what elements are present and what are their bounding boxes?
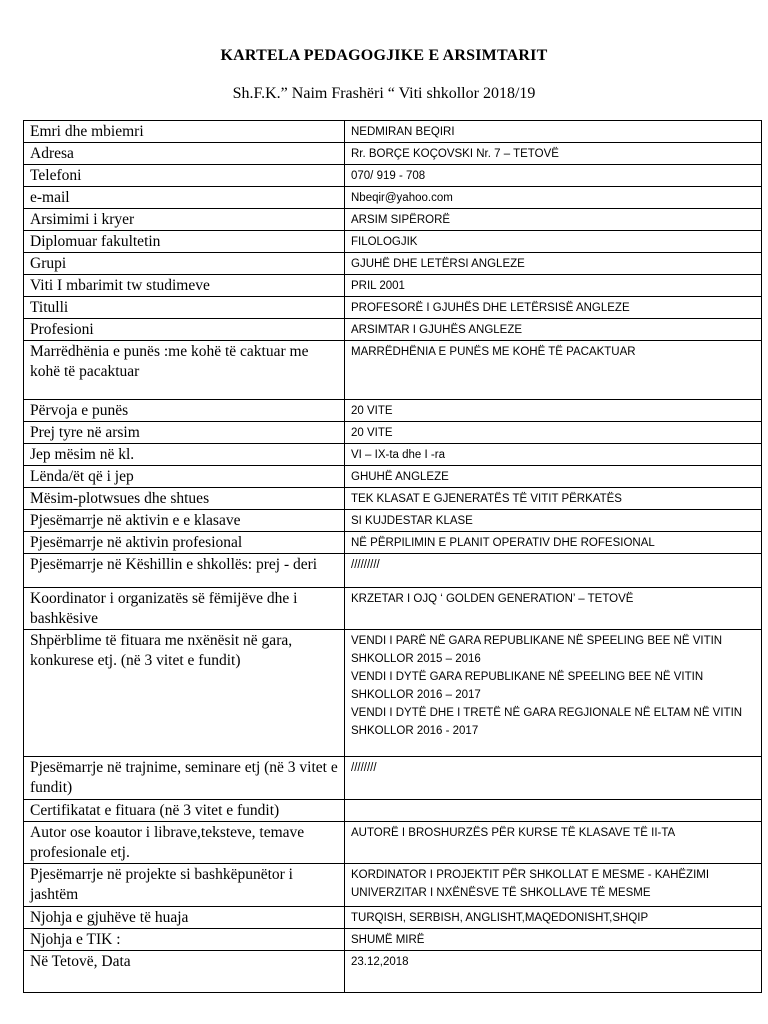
field-label: Në Tetovë, Data xyxy=(24,951,345,993)
field-value: AUTORË I BROSHURZËS PËR KURSE TË KLASAVE TË II-TA xyxy=(345,822,762,864)
field-value: ///////// xyxy=(345,554,762,588)
field-value: 070/ 919 - 708 xyxy=(345,165,762,187)
field-value: VI – IX-ta dhe I -ra xyxy=(345,444,762,466)
field-label: Mësim-plotwsues dhe shtues xyxy=(24,488,345,510)
table-row xyxy=(24,630,762,757)
field-value: KRZETAR I OJQ ‘ GOLDEN GENERATION’ – TETOVË xyxy=(345,588,762,630)
table-row xyxy=(24,510,762,532)
field-label: Pjesëmarrje në trajnime, seminare etj (në 3 vitet e fundit) xyxy=(24,757,345,800)
field-label: Prej tyre në arsim xyxy=(24,422,345,444)
field-value: NË PËRPILIMIN E PLANIT OPERATIV DHE ROFESIONAL xyxy=(345,532,762,554)
field-value: SI KUJDESTAR KLASE xyxy=(345,510,762,532)
field-value xyxy=(345,800,762,822)
table-row xyxy=(24,422,762,444)
field-label: Koordinator i organizatës së fëmijëve dhe i bashkësive xyxy=(24,588,345,630)
table-row xyxy=(24,165,762,187)
table-row xyxy=(24,209,762,231)
field-label: Jep mësim në kl. xyxy=(24,444,345,466)
table-row xyxy=(24,554,762,588)
table-row xyxy=(24,444,762,466)
field-value: ARSIMTAR I GJUHËS ANGLEZE xyxy=(345,319,762,341)
table-row xyxy=(24,231,762,253)
field-label: Titulli xyxy=(24,297,345,319)
field-label: Profesioni xyxy=(24,319,345,341)
field-label: Pjesëmarrje në Këshillin e shkollës: prej - deri xyxy=(24,554,345,588)
table-row xyxy=(24,400,762,422)
field-value: TEK KLASAT E GJENERATËS TË VITIT PËRKATËS xyxy=(345,488,762,510)
field-label: Autor ose koautor i librave,teksteve, temave profesionale etj. xyxy=(24,822,345,864)
field-label: Arsimimi i kryer xyxy=(24,209,345,231)
field-label: Diplomuar fakultetin xyxy=(24,231,345,253)
table-row xyxy=(24,275,762,297)
table-row xyxy=(24,488,762,510)
field-label: Njohja e TIK : xyxy=(24,929,345,951)
field-value-line: UNIVERZITAR I NXËNËSVE TË SHKOLLAVE TË MESME xyxy=(351,887,651,899)
document-subtitle: Sh.F.K.” Naim Frashëri “ Viti shkollor 2018/19 xyxy=(232,85,536,102)
field-value: //////// xyxy=(345,757,762,800)
field-value xyxy=(345,630,762,757)
table-row xyxy=(24,143,762,165)
field-value: PRIL 2001 xyxy=(345,275,762,297)
field-value-line: SHKOLLOR 2015 – 2016 xyxy=(351,653,481,665)
table-row xyxy=(24,532,762,554)
field-value: SHUMË MIRË xyxy=(345,929,762,951)
field-label: e-mail xyxy=(24,187,345,209)
field-value xyxy=(345,864,762,907)
field-value: Rr. BORÇE KOÇOVSKI Nr. 7 – TETOVË xyxy=(345,143,762,165)
table-row xyxy=(24,319,762,341)
field-value: GHUHË ANGLEZE xyxy=(345,466,762,488)
field-label: Viti I mbarimit tw studimeve xyxy=(24,275,345,297)
field-label: Telefoni xyxy=(24,165,345,187)
field-value-line: SHKOLLOR 2016 – 2017 xyxy=(351,689,481,701)
table-row xyxy=(24,907,762,929)
field-label: Shpërblime të fituara me nxënësit në gara, konkurese etj. (në 3 vitet e fundit) xyxy=(24,630,345,757)
table-row xyxy=(24,951,762,993)
field-label: Adresa xyxy=(24,143,345,165)
field-value-line: KORDINATOR I PROJEKTIT PËR SHKOLLAT E MESME - KAHËZIMI xyxy=(351,869,710,881)
table-row xyxy=(24,588,762,630)
field-value: Nbeqir@yahoo.com xyxy=(345,187,762,209)
field-value: NEDMIRAN BEQIRI xyxy=(345,121,762,143)
field-label: Përvoja e punës xyxy=(24,400,345,422)
field-label: Emri dhe mbiemri xyxy=(24,121,345,143)
field-value: 20 VITE xyxy=(345,400,762,422)
table-row xyxy=(24,121,762,143)
field-value: FILOLOGJIK xyxy=(345,231,762,253)
field-label: Njohja e gjuhëve të huaja xyxy=(24,907,345,929)
table-row xyxy=(24,822,762,864)
table-row xyxy=(24,253,762,275)
table-row xyxy=(24,341,762,400)
field-value: 20 VITE xyxy=(345,422,762,444)
table-row xyxy=(24,864,762,907)
field-value: 23.12,2018 xyxy=(345,951,762,993)
field-value: ARSIM SIPËRORË xyxy=(345,209,762,231)
field-label: Grupi xyxy=(24,253,345,275)
field-label: Marrëdhënia e punës :me kohë të caktuar me kohë të pacaktuar xyxy=(24,341,345,400)
table-row xyxy=(24,929,762,951)
field-value-line: VENDI I PARË NË GARA REPUBLIKANE NË SPEELING BEE NË VITIN xyxy=(351,635,723,647)
table-row xyxy=(24,187,762,209)
field-value-line: VENDI I DYTË DHE I TRETË NË GARA REGJIONALE NË ELTAM NË VITIN xyxy=(351,707,743,719)
field-value-line: VENDI I DYTË GARA REPUBLIKANE NË SPEELING BEE NË VITIN xyxy=(351,671,704,683)
field-label: Certifikatat e fituara (në 3 vitet e fundit) xyxy=(24,800,345,822)
field-label: Pjesëmarrje në aktivin e e klasave xyxy=(24,510,345,532)
field-label: Pjesëmarrje në projekte si bashkëpunëtor i jashtëm xyxy=(24,864,345,907)
field-value-line: SHKOLLOR 2016 - 2017 xyxy=(351,725,479,737)
field-value: MARRËDHËNIA E PUNËS ME KOHË TË PACAKTUAR xyxy=(345,341,762,400)
field-value: PROFESORË I GJUHËS DHE LETËRSISË ANGLEZE xyxy=(345,297,762,319)
table-row xyxy=(24,800,762,822)
teacher-record-table xyxy=(23,120,762,993)
table-row xyxy=(24,466,762,488)
field-value: TURQISH, SERBISH, ANGLISHT,MAQEDONISHT,SHQIP xyxy=(345,907,762,929)
field-value: GJUHË DHE LETËRSI ANGLEZE xyxy=(345,253,762,275)
table-row xyxy=(24,297,762,319)
document-title: KARTELA PEDAGOGJIKE E ARSIMTARIT xyxy=(220,47,548,64)
field-label: Pjesëmarrje në aktivin profesional xyxy=(24,532,345,554)
field-label: Lënda/ët që i jep xyxy=(24,466,345,488)
table-row xyxy=(24,757,762,800)
